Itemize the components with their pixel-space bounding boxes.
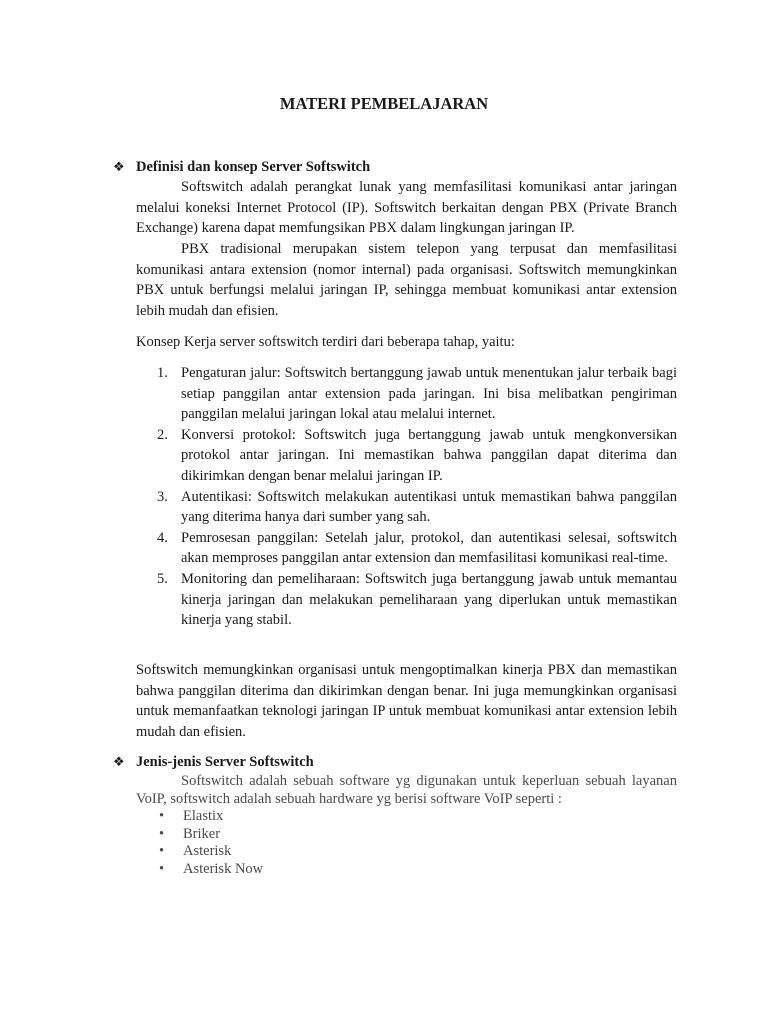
section-heading-jenis: [113, 752, 314, 773]
list-item-text: Konversi protokol: Softswitch juga bertanggung jawab untuk mengkonversikan protokol antar jaringan. Ini memastikan bahwa panggilan dapat diterima dan dikirimkan dengan benar melalui jaringan IP.: [181, 426, 677, 484]
list-item-text: Pemrosesan panggilan: Setelah jalur, protokol, dan autentikasi selesai, softswitch akan memproses panggilan antar extension dan memfasilitasi komunikasi real-time.: [181, 529, 677, 567]
bullet-icon: •: [159, 843, 165, 860]
list-number: 3.: [157, 488, 168, 505]
diamond-bullet-icon: ❖: [113, 160, 125, 175]
bullet-icon: •: [159, 860, 165, 877]
list-item-text: Asterisk Now: [183, 860, 264, 877]
bullet-icon: •: [159, 808, 165, 824]
paragraph-jenis: Softswitch adalah sebuah software yg digunakan untuk keperluan sebuah layanan VoIP, softswitch adalah sebuah hardware yg berisi software VoIP seperti :: [136, 773, 677, 807]
list-item: [136, 425, 677, 487]
list-item: [136, 808, 263, 826]
list-number: 1.: [157, 365, 168, 381]
bullet-icon: •: [159, 825, 165, 842]
section-heading-text: Definisi dan konsep Server Softswitch: [136, 159, 371, 175]
steps-list: [136, 363, 677, 631]
list-item-text: Briker: [183, 825, 221, 842]
list-item-text: Autentikasi: Softswitch melakukan autentikasi untuk memastikan bahwa panggilan yang diterima hanya dari sumber yang sah.: [181, 488, 677, 526]
list-item: [136, 528, 677, 569]
page-title: MATERI PEMBELAJARAN: [279, 94, 489, 113]
list-item: [136, 569, 677, 631]
list-item-text: Pengaturan jalur: Softswitch bertanggung jawab untuk menentukan jalur terbaik bagi setiap panggilan antar extension pada jaringan. Ini bisa melibatkan pengiriman panggilan melalui jaringan lokal atau melalui internet.: [181, 365, 677, 423]
list-item-text: Monitoring dan pemeliharaan: Softswitch juga bertanggung jawab untuk memantau kinerja jaringan dan melakukan pemeliharaan yang diperlukan untuk memastikan kinerja yang stabil.: [181, 570, 677, 629]
paragraph-closing: Softswitch memungkinkan organisasi untuk mengoptimalkan kinerja PBX dan memastikan bahwa panggilan diterima dan dikirimkan dengan benar. Ini juga memungkinkan organisasi untuk memanfaatkan teknologi jaringan IP untuk membuat komunikasi antar extension lebih mudah dan efisien.: [136, 662, 677, 740]
list-item: [136, 843, 263, 861]
software-list: [136, 808, 263, 878]
list-item-text: Elastix: [183, 808, 224, 824]
list-item: [136, 487, 677, 528]
list-number: 5.: [157, 570, 168, 587]
list-item-text: Asterisk: [183, 843, 232, 860]
paragraph-pbx: PBX tradisional merupakan sistem telepon yang terpusat dan memfasilitasi komunikasi antara extension (nomor internal) pada organisasi. Softswitch memungkinkan PBX untuk berfungsi melalui jaringan IP, sehingga membuat komunikasi antar extension lebih mudah dan efisien.: [136, 241, 677, 319]
paragraph-softswitch-definition: Softswitch adalah perangkat lunak yang memfasilitasi komunikasi antar jaringan melalui koneksi Internet Protocol (IP). Softswitch berkaitan dengan PBX (Private Branch Exchange) karena dapat memfungsikan PBX dalam lingkungan jaringan IP.: [136, 179, 677, 237]
diamond-bullet-icon: ❖: [113, 755, 125, 770]
list-item: [136, 826, 263, 844]
section-heading-definisi: [113, 157, 370, 178]
paragraph-konsep-intro: Konsep Kerja server softswitch terdiri dari beberapa tahap, yaitu:: [136, 334, 515, 350]
list-item: [136, 861, 263, 879]
list-number: 2.: [157, 426, 168, 443]
list-number: 4.: [157, 529, 168, 546]
section-heading-text: Jenis-jenis Server Softswitch: [136, 754, 314, 770]
list-item: [136, 363, 677, 425]
